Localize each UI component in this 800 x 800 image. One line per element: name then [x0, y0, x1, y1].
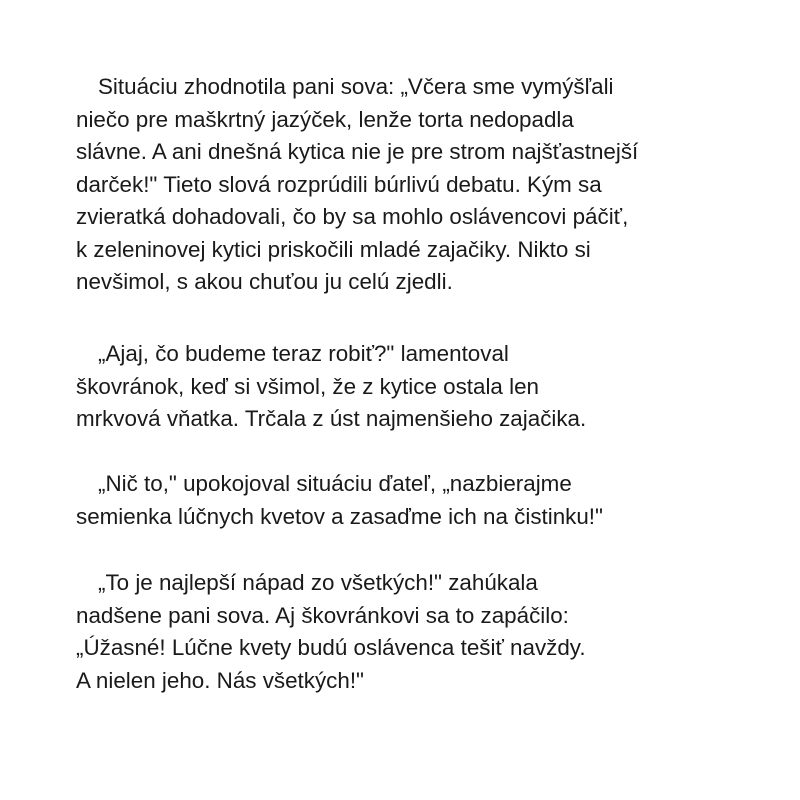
paragraph-1 [76, 71, 638, 299]
paragraph-3 [76, 468, 603, 533]
text-line: „To je najlepší nápad zo všetkých!" zahúkala [98, 570, 538, 595]
text-line: „Ajaj, čo budeme teraz robiť?" lamentoval [98, 341, 509, 366]
text-line: k zeleninovej kytici priskočili mladé zajačiky. Nikto si [76, 236, 591, 262]
text-line: darček!" Tieto slová rozprúdili búrlivú debatu. Kým sa [76, 171, 602, 197]
text-line: mrkvová vňatka. Trčala z úst najmenšieho zajačika. [76, 406, 587, 431]
text-line: Situáciu zhodnotila pani sova: „Včera sme vymýšľali [98, 74, 614, 99]
paragraph-4 [76, 567, 586, 697]
text-line: slávne. A ani dnešná kytica nie je pre strom najšťastnejší [76, 139, 639, 164]
text-line: zvieratká dohadovali, čo by sa mohlo oslávencovi páčiť, [76, 204, 629, 229]
text-line: škovránok, keď si všimol, že z kytice ostala len [76, 373, 539, 399]
paragraph-2 [76, 338, 586, 436]
text-line: nevšimol, s akou chuťou ju celú zjedli. [76, 269, 453, 294]
text-line: niečo pre maškrtný jazýček, lenže torta nedopadla [76, 106, 574, 132]
text-line: „Úžasné! Lúčne kvety budú oslávenca tešiť navždy. [76, 635, 586, 660]
text-line: A nielen jeho. Nás všetkých!" [76, 667, 364, 693]
text-line: nadšene pani sova. Aj škovránkovi sa to zapáčilo: [76, 602, 569, 628]
text-line: semienka lúčnych kvetov a zasaďme ich na čistinku!" [76, 503, 603, 529]
text-line: „Nič to," upokojoval situáciu ďateľ, „nazbierajme [98, 471, 572, 496]
